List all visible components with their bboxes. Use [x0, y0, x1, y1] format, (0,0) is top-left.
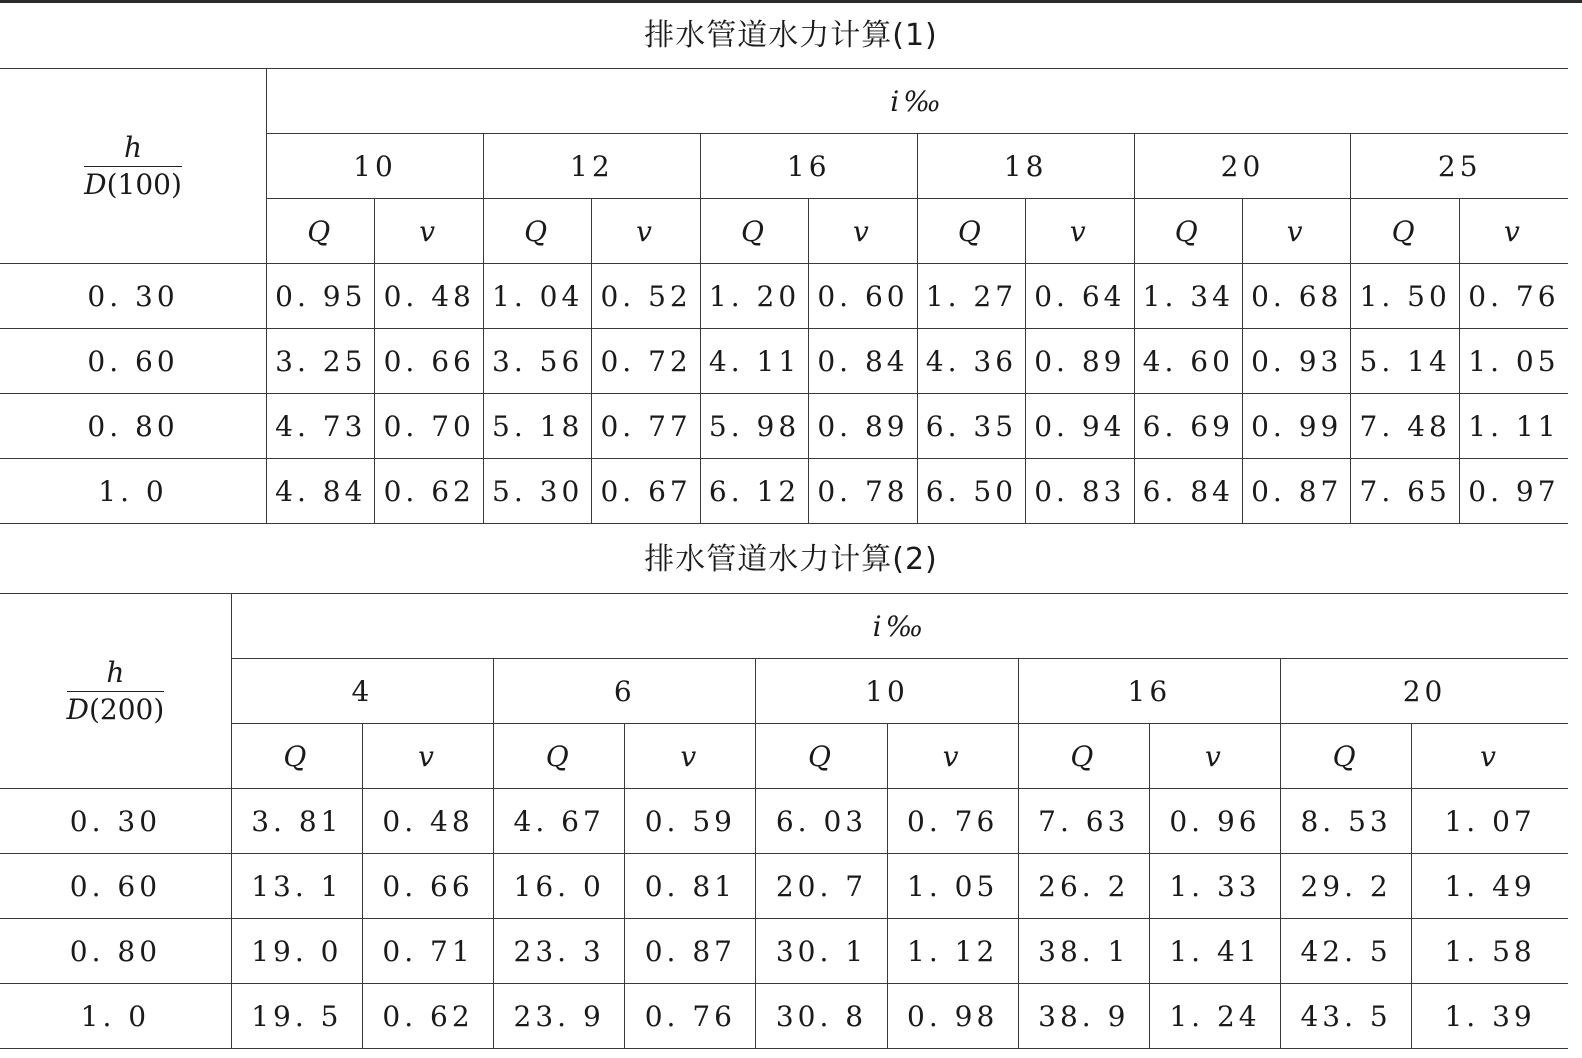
q-header: Q	[1134, 199, 1242, 264]
slope-value: 6	[494, 659, 756, 724]
q-cell: 30. 1	[756, 919, 887, 984]
q-cell: 1. 04	[483, 264, 591, 329]
v-cell: 0. 99	[1242, 394, 1350, 459]
v-cell: 1. 39	[1412, 984, 1568, 1049]
v-cell: 1. 41	[1149, 919, 1280, 984]
v-cell: 0. 78	[809, 459, 917, 524]
fraction-denominator: D(200)	[66, 692, 165, 726]
row-h-value: 0. 30	[0, 789, 231, 854]
h-over-d-fraction	[67, 657, 165, 726]
q-cell: 38. 1	[1018, 919, 1149, 984]
slope-value: 4	[231, 659, 493, 724]
v-cell: 0. 87	[1242, 459, 1350, 524]
v-cell: 0. 62	[375, 459, 483, 524]
slope-value: 20	[1281, 659, 1568, 724]
v-header: v	[375, 199, 483, 264]
v-cell: 1. 58	[1412, 919, 1568, 984]
hydraulic-table-1	[0, 68, 1568, 524]
v-header: v	[1026, 199, 1134, 264]
q-cell: 6. 03	[756, 789, 887, 854]
q-header: Q	[494, 724, 625, 789]
q-cell: 7. 65	[1351, 459, 1459, 524]
v-cell: 1. 05	[1459, 329, 1568, 394]
table1-body	[0, 264, 1568, 524]
row-h-value: 0. 30	[0, 264, 267, 329]
fraction-numerator: h	[67, 657, 165, 692]
v-header: v	[362, 724, 493, 789]
fraction-denominator: D(100)	[84, 167, 182, 201]
q-cell: 42. 5	[1281, 919, 1412, 984]
q-cell: 5. 30	[483, 459, 591, 524]
slope-value: 18	[917, 134, 1134, 199]
v-cell: 0. 48	[375, 264, 483, 329]
q-cell: 16. 0	[494, 854, 625, 919]
row-header-cell	[0, 69, 267, 264]
row-h-value: 1. 0	[0, 459, 267, 524]
v-cell: 0. 87	[625, 919, 756, 984]
v-header: v	[1412, 724, 1568, 789]
row-h-value: 0. 80	[0, 394, 267, 459]
v-cell: 1. 05	[887, 854, 1018, 919]
slope-header: i‰	[267, 69, 1568, 134]
v-header: v	[1242, 199, 1350, 264]
q-header: Q	[267, 199, 375, 264]
q-cell: 5. 18	[483, 394, 591, 459]
table2-body	[0, 789, 1568, 1049]
q-cell: 20. 7	[756, 854, 887, 919]
v-cell: 0. 94	[1026, 394, 1134, 459]
slope-value: 25	[1351, 134, 1568, 199]
v-cell: 0. 76	[625, 984, 756, 1049]
table2-caption: 排水管道水力计算(2)	[644, 542, 938, 577]
v-cell: 0. 67	[592, 459, 700, 524]
v-cell: 0. 59	[625, 789, 756, 854]
q-header: Q	[1351, 199, 1459, 264]
v-cell: 0. 66	[362, 854, 493, 919]
q-cell: 26. 2	[1018, 854, 1149, 919]
table-row	[0, 854, 1568, 919]
q-cell: 19. 5	[231, 984, 362, 1049]
q-cell: 38. 9	[1018, 984, 1149, 1049]
v-cell: 0. 71	[362, 919, 493, 984]
q-cell: 7. 48	[1351, 394, 1459, 459]
q-header: Q	[231, 724, 362, 789]
q-cell: 1. 34	[1134, 264, 1242, 329]
v-cell: 0. 70	[375, 394, 483, 459]
v-cell: 1. 49	[1412, 854, 1568, 919]
v-cell: 0. 84	[809, 329, 917, 394]
q-cell: 6. 69	[1134, 394, 1242, 459]
v-cell: 0. 96	[1149, 789, 1280, 854]
q-cell: 4. 67	[494, 789, 625, 854]
q-cell: 4. 11	[700, 329, 808, 394]
q-cell: 29. 2	[1281, 854, 1412, 919]
q-cell: 0. 95	[267, 264, 375, 329]
q-cell: 1. 20	[700, 264, 808, 329]
table-row	[0, 264, 1568, 329]
row-h-value: 0. 60	[0, 854, 231, 919]
hydraulic-table-2	[0, 593, 1568, 1049]
v-cell: 0. 93	[1242, 329, 1350, 394]
v-cell: 1. 11	[1459, 394, 1568, 459]
row-h-value: 1. 0	[0, 984, 231, 1049]
q-cell: 23. 3	[494, 919, 625, 984]
q-cell: 4. 84	[267, 459, 375, 524]
slope-value: 12	[483, 134, 700, 199]
table-row	[0, 919, 1568, 984]
v-header: v	[625, 724, 756, 789]
q-cell: 13. 1	[231, 854, 362, 919]
slope-value: 10	[267, 134, 484, 199]
q-cell: 8. 53	[1281, 789, 1412, 854]
table-row	[0, 459, 1568, 524]
q-cell: 3. 81	[231, 789, 362, 854]
v-cell: 1. 33	[1149, 854, 1280, 919]
v-header: v	[592, 199, 700, 264]
q-cell: 7. 63	[1018, 789, 1149, 854]
fraction-numerator: h	[84, 132, 182, 167]
row-h-value: 0. 60	[0, 329, 267, 394]
q-header: Q	[700, 199, 808, 264]
q-cell: 4. 73	[267, 394, 375, 459]
slope-header: i‰	[231, 594, 1568, 659]
q-cell: 1. 27	[917, 264, 1025, 329]
v-cell: 0. 68	[1242, 264, 1350, 329]
q-cell: 6. 35	[917, 394, 1025, 459]
slope-value: 16	[1018, 659, 1280, 724]
q-cell: 3. 25	[267, 329, 375, 394]
q-header: Q	[917, 199, 1025, 264]
q-cell: 23. 9	[494, 984, 625, 1049]
q-cell: 30. 8	[756, 984, 887, 1049]
table-row	[0, 789, 1568, 854]
q-cell: 5. 98	[700, 394, 808, 459]
q-header: Q	[1281, 724, 1412, 789]
v-header: v	[809, 199, 917, 264]
v-cell: 0. 77	[592, 394, 700, 459]
q-header: Q	[1018, 724, 1149, 789]
v-cell: 0. 52	[592, 264, 700, 329]
q-cell: 5. 14	[1351, 329, 1459, 394]
v-header: v	[887, 724, 1018, 789]
q-header: Q	[483, 199, 591, 264]
table1-caption: 排水管道水力计算(1)	[644, 18, 938, 53]
slope-value: 16	[700, 134, 917, 199]
q-cell: 6. 50	[917, 459, 1025, 524]
v-cell: 0. 76	[1459, 264, 1568, 329]
q-cell: 3. 56	[483, 329, 591, 394]
v-cell: 0. 66	[375, 329, 483, 394]
slope-value: 10	[756, 659, 1018, 724]
q-cell: 43. 5	[1281, 984, 1412, 1049]
v-cell: 0. 48	[362, 789, 493, 854]
q-cell: 6. 84	[1134, 459, 1242, 524]
v-header: v	[1149, 724, 1280, 789]
q-cell: 6. 12	[700, 459, 808, 524]
v-cell: 0. 98	[887, 984, 1018, 1049]
v-cell: 0. 76	[887, 789, 1018, 854]
v-cell: 1. 12	[887, 919, 1018, 984]
v-cell: 0. 72	[592, 329, 700, 394]
v-header: v	[1459, 199, 1568, 264]
slope-value: 20	[1134, 134, 1351, 199]
v-cell: 0. 89	[1026, 329, 1134, 394]
v-cell: 0. 89	[809, 394, 917, 459]
v-cell: 1. 07	[1412, 789, 1568, 854]
row-h-value: 0. 80	[0, 919, 231, 984]
v-cell: 0. 97	[1459, 459, 1568, 524]
v-cell: 0. 62	[362, 984, 493, 1049]
table-row	[0, 329, 1568, 394]
table-row	[0, 984, 1568, 1049]
v-cell: 0. 64	[1026, 264, 1134, 329]
v-cell: 0. 81	[625, 854, 756, 919]
q-cell: 1. 50	[1351, 264, 1459, 329]
q-cell: 4. 60	[1134, 329, 1242, 394]
v-cell: 0. 83	[1026, 459, 1134, 524]
table-row	[0, 394, 1568, 459]
row-header-cell	[0, 594, 231, 789]
q-header: Q	[756, 724, 887, 789]
v-cell: 0. 60	[809, 264, 917, 329]
q-cell: 4. 36	[917, 329, 1025, 394]
h-over-d-fraction	[84, 132, 182, 201]
q-cell: 19. 0	[231, 919, 362, 984]
v-cell: 1. 24	[1149, 984, 1280, 1049]
